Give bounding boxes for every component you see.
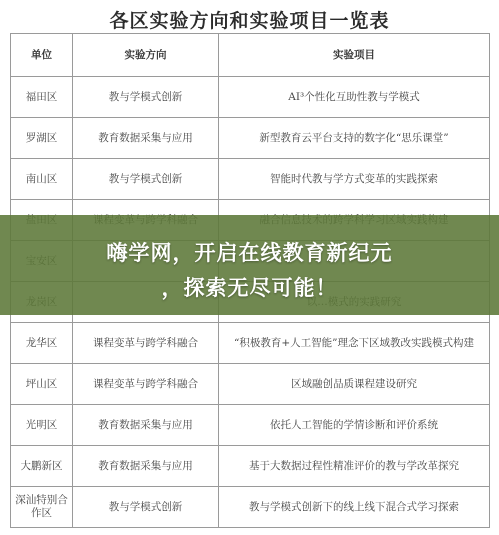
- table-row: [11, 118, 490, 159]
- cell-project: AI³个性化互助性教与学模式: [219, 77, 490, 118]
- cell-direction: 教与学模式创新: [73, 487, 219, 528]
- cell-unit: 罗湖区: [11, 118, 73, 159]
- cell-unit: 坪山区: [11, 364, 73, 405]
- banner-line-1: 嗨学网，开启在线教育新纪元: [106, 241, 393, 265]
- page-title: 各区实验方向和实验项目一览表: [109, 10, 390, 32]
- cell-project: 区域融创品质课程建设研究: [219, 364, 490, 405]
- table-row: [11, 405, 490, 446]
- cell-direction: 教与学模式创新: [73, 159, 219, 200]
- cell-project: “积极教育+人工智能”理念下区域教改实践模式构建: [219, 323, 490, 364]
- cell-direction: 教育数据采集与应用: [73, 118, 219, 159]
- cell-project: 依托人工智能的学情诊断和评价系统: [219, 405, 490, 446]
- cell-project: 教与学模式创新下的线上线下混合式学习探索: [219, 487, 490, 528]
- banner-line-2: ，探索无尽可能！: [161, 276, 338, 300]
- cell-project: 基于大数据过程性精准评价的教与学改革探究: [219, 446, 490, 487]
- table-row: [11, 323, 490, 364]
- cell-unit: 光明区: [11, 405, 73, 446]
- header-unit: 单位: [11, 34, 73, 77]
- table-row: [11, 446, 490, 487]
- cell-direction: 教育数据采集与应用: [73, 446, 219, 487]
- cell-unit: 深汕特别合作区: [11, 487, 73, 528]
- cell-project: 智能时代教与学方式变革的实践探索: [219, 159, 490, 200]
- table-row: [11, 487, 490, 528]
- cell-direction: 课程变革与跨学科融合: [73, 323, 219, 364]
- cell-unit: 南山区: [11, 159, 73, 200]
- cell-unit: 大鹏新区: [11, 446, 73, 487]
- table-header-row: [11, 34, 490, 77]
- cell-unit: 龙华区: [11, 323, 73, 364]
- table-row: [11, 77, 490, 118]
- header-project: 实验项目: [219, 34, 490, 77]
- table-row: [11, 159, 490, 200]
- cell-direction: 教育数据采集与应用: [73, 405, 219, 446]
- header-direction: 实验方向: [73, 34, 219, 77]
- cell-unit: 福田区: [11, 77, 73, 118]
- cell-direction: 课程变革与跨学科融合: [73, 364, 219, 405]
- cell-project: 新型教育云平台支持的数字化“思乐课堂”: [219, 118, 490, 159]
- table-row: [11, 364, 490, 405]
- promo-banner: [0, 215, 499, 315]
- cell-direction: 教与学模式创新: [73, 77, 219, 118]
